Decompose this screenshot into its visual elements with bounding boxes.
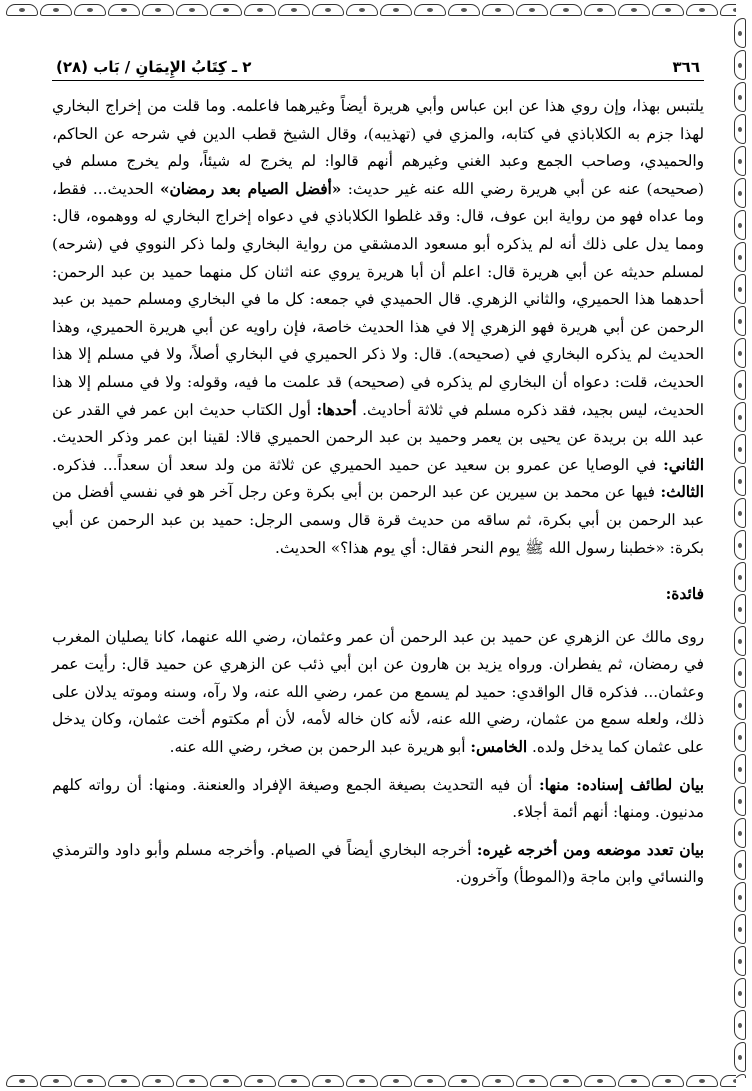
text-run: أخرجه البخاري أيضاً في الصيام. وأخرجه مسلم وأبو داود والترمذي والنسائي وابن ماجة و(الموطأ) وآخرون. bbox=[52, 840, 704, 887]
text-run: فيها عن محمد بن سيرين عن عبد الرحمن بن أبي بكرة وعن رجل آخر هو في نفسي أفضل من عبد الرحمن بن أبي بكرة، ثم ساقه من حديث قرة قال وسمى الرجل: حميد بن عبد الرحمن عن أبي بكرة: «خطبنا رسول الله ﷺ يوم النحر فقال: أي يوم هذا؟» الحديث. bbox=[52, 483, 704, 557]
right-ornament-border bbox=[734, 18, 748, 1078]
main-text bbox=[52, 93, 704, 892]
text-run: يلتبس بهذا، وإن روي هذا عن ابن عباس وأبي هريرة أيضاً وغيرهما فاعلمه. وما قلت من إخراج البخاري لهذا جزم به الكلاباذي في كتابه، والمزي في (تهذيبه)، وقال الشيخ قطب الدين في شرحه عن الحاكم، والحميدي، وصاحب الجمع وعبد الغني وغيرهم أنهم قالوا: لم يخرج له شيئاً، ولم يخرج مسلم في (صحيحه) عنه عن أبي هريرة رضي الله عنه غير حديث: bbox=[52, 97, 705, 198]
running-header bbox=[52, 58, 704, 81]
bottom-ornament-border bbox=[6, 1075, 736, 1089]
point-label: أحدها: bbox=[316, 400, 357, 419]
point-label: الثاني: bbox=[663, 455, 704, 474]
lataif-paragraph bbox=[52, 772, 704, 827]
text-run: أبو هريرة عبد الرحمن بن صخر، رضي الله عنه. bbox=[169, 738, 471, 757]
top-ornament-border bbox=[6, 4, 736, 18]
chapter-title: ٢ ـ كِتَابُ الإِيمَانِ / بَاب (٢٨) bbox=[56, 58, 252, 76]
page-number: ٣٦٦ bbox=[672, 58, 700, 76]
faida-paragraph bbox=[52, 624, 704, 762]
section-label: بيان لطائف إسناده: منها: bbox=[538, 775, 704, 794]
text-run: أن فيه التحديث بصيغة الجمع وصيغة الإفراد والعنعنة. ومنها: أن رواته كلهم مدنيون. ومنها: أنهم أئمة أجلاء. bbox=[52, 775, 704, 822]
text-run: الحديث... فقط، وما عداه فهو من رواية ابن عوف، قال: وقد غلطوا الكلاباذي في دعواه إخراج البخاري له ووهموه، قال: ومما يدل على ذلك أنه لم يذكره أبو مسعود الدمشقي من رواية البخاري ولما ذكر النووي في (شرحه) لمسلم حديثه عن أبي هريرة قال: اعلم أن أبا هريرة يروي عنه اثنان كل منهما حميد بن عبد الرحمن: أحدهما هذا الحميري، والثاني الزهري. قال الحميدي في جمعه: كل ما في البخاري ومسلم حميد بن عبد الرحمن عن أبي هريرة فهو الزهري إلا في هذا الحديث خاصة، فإن راويه عن أبي هريرة الحميري، وهذا الحديث لم يذكره البخاري في (صحيحه). قال: ولا ذكر الحميري في البخاري أصلاً، ولا في مسلم إلا هذا الحديث، قلت: دعواه أن البخاري لم يذكره في (صحيحه) قد علمت ما فيه، وقوله: ولا في مسلم إلا هذا الحديث، ليس بجيد، فقد ذكره مسلم في ثلاثة أحاديث. bbox=[52, 179, 704, 419]
text-run: روى مالك عن الزهري عن حميد بن عبد الرحمن أن عمر وعثمان، رضي الله عنهما، كانا يصليان المغرب في رمضان، ثم يفطران. ورواه يزيد بن هارون عن ابن أبي ذئب عن الزهري عن حميد قال: رأيت عمر وعثمان... فذكره قال الواقدي: حميد لم يسمع من عمر، رضي الله عنه، ولا رآه، وسنه وموته يدلان على ذلك، ولعله سمع من عثمان، رضي الله عنه، لأنه كان خاله لأمه، لأن أم مكتوم أخت عثمان، وكان يدخل على عثمان كما يدخل ولده. bbox=[52, 627, 704, 757]
faida-heading: فائدة: bbox=[665, 584, 704, 604]
commentary-paragraph bbox=[52, 93, 704, 562]
point-label: الثالث: bbox=[660, 483, 704, 502]
hadith-quote: «أفضل الصيام بعد رمضان» bbox=[159, 179, 342, 198]
section-label: بيان تعدد موضعه ومن أخرجه غيره: bbox=[476, 840, 704, 859]
takhrij-paragraph bbox=[52, 837, 704, 892]
text-run: أول الكتاب حديث ابن عمر في القدر عن عبد الله بن بريدة عن يحيى بن يعمر وحميد بن عبد الرحمن الحميري قالا: لقينا ابن عمر وذكر الحديث. bbox=[52, 400, 704, 447]
point-label: الخامس: bbox=[470, 738, 528, 757]
text-run: في الوصايا عن عمرو بن سعيد عن حميد الحميري عن ثلاثة من ولد سعد أن سعداً... فذكره. bbox=[52, 455, 664, 474]
book-page bbox=[52, 58, 704, 892]
